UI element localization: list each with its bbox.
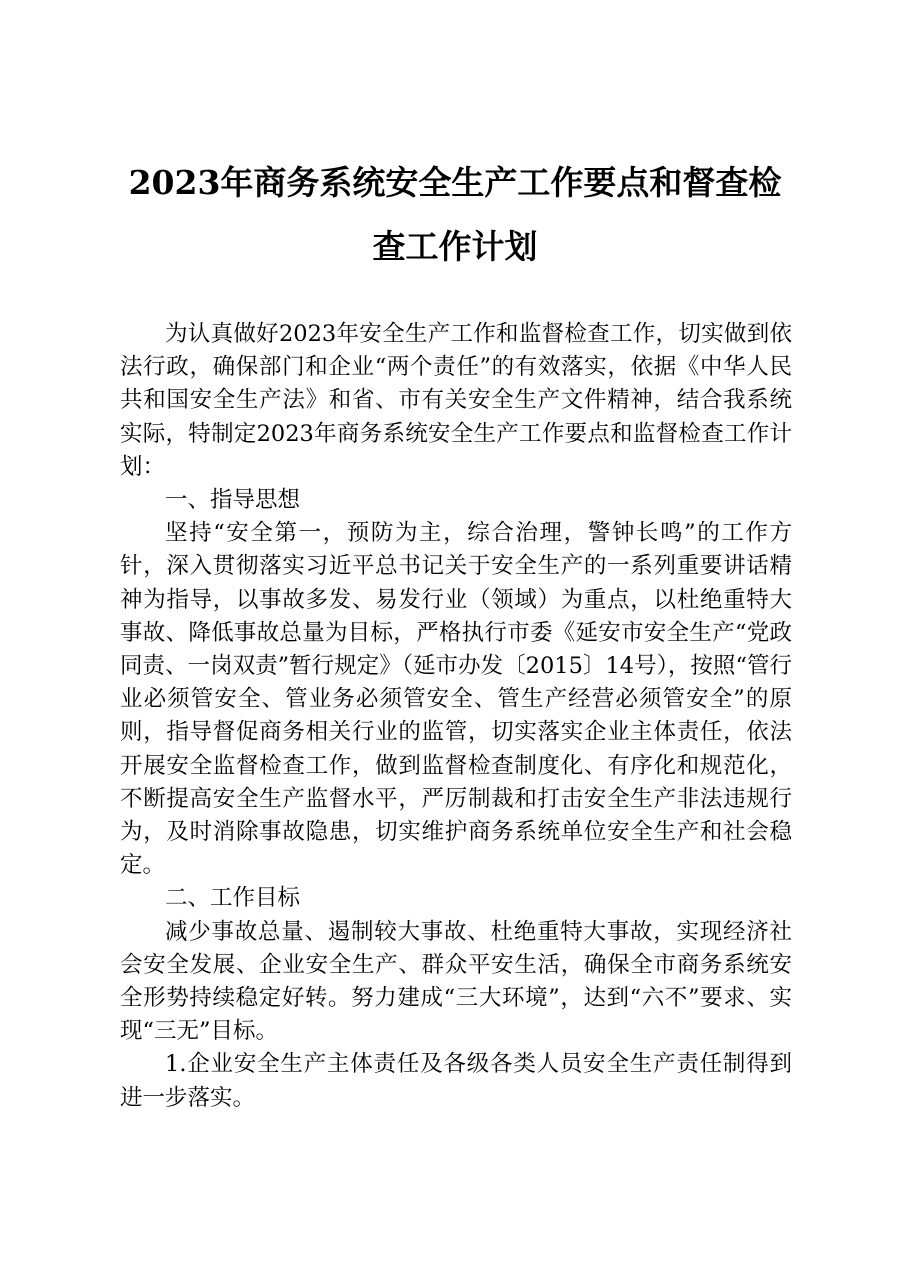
document-title-line-1: 2023年商务系统安全生产工作要点和督查检 (128, 163, 782, 202)
paragraph-guiding-ideology: 坚持“安全第一，预防为主，综合治理，警钟长鸣”的工作方针，深入贯彻落实习近平总书记关于安全生产的一系列重要讲话精神为指导，以事故多发、易发行业（领域）为重点，以杜绝重特大事故、降低事故总量为目标，严格执行市委《延安市安全生产“党政同责、一岗双责”暂行规定》（延市办发〔2015〕14号），按照“管行业必须管安全、管业务必须管安全、管生产经营必须管安全”的原则，指导督促商务相关行业的监管，切实落实企业主体责任，依法开展安全监督检查工作，做到监督检查制度化、有序化和规范化，不断提高安全生产监督水平，严厉制裁和打击安全生产非法违规行为，及时消除事故隐患，切实维护商务系统单位安全生产和社会稳定。 (120, 520, 792, 879)
paragraph-work-goals: 减少事故总量、遏制较大事故、杜绝重特大事故，实现经济社会安全发展、企业安全生产、群众平安生活，确保全市商务系统安全形势持续稳定好转。努力建成“三大环境”，达到“六不”要求、实现“三无”目标。 (120, 918, 792, 1045)
list-item-1: 1.企业安全生产主体责任及各级各类人员安全生产责任制得到进一步落实。 (120, 1051, 792, 1111)
document-body (120, 318, 792, 1115)
paragraph-intro: 为认真做好2023年安全生产工作和监督检查工作，切实做到依法行政，确保部门和企业“两个责任”的有效落实，依据《中华人民共和国安全生产法》和省、市有关安全生产文件精神，结合我系统实际，特制定2023年商务系统安全生产工作要点和监督检查工作计划： (120, 321, 792, 480)
document-title-line-2: 查工作计划 (372, 227, 538, 266)
section-heading-work-goals: 二、工作目标 (165, 885, 301, 912)
section-heading-guiding-ideology: 一、指导思想 (165, 487, 301, 514)
